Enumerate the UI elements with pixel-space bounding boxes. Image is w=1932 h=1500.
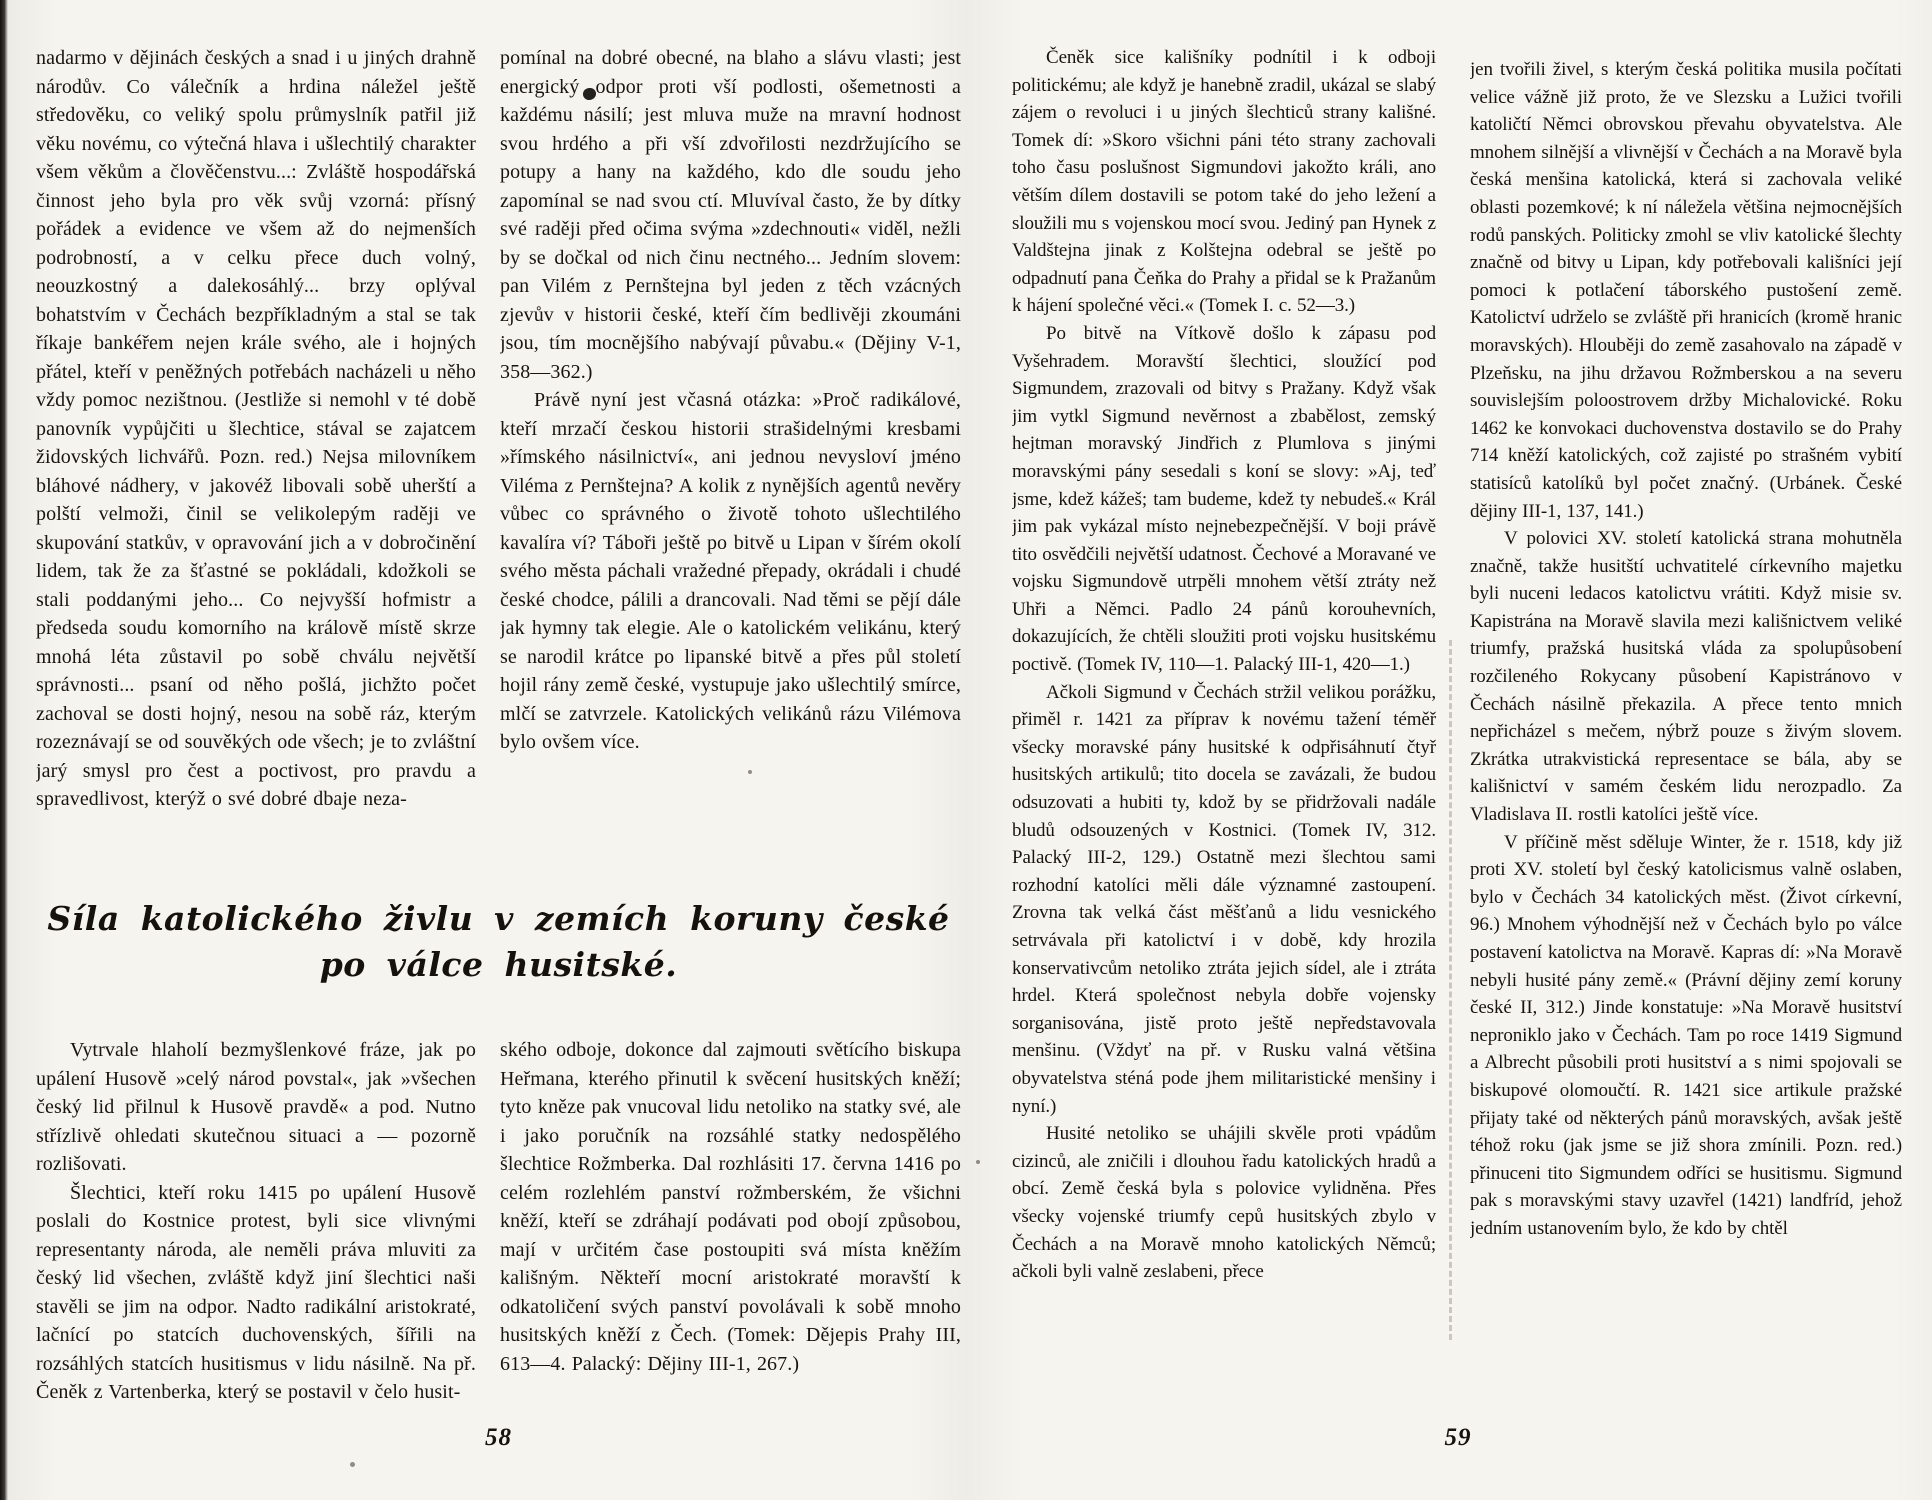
page-59 [1012, 0, 1904, 1500]
paragraph: V příčině měst sděluje Winter, že r. 1518, kdy již proti XV. století byl český katolicismus valně oslaben, bylo v Čechách 34 katolických měst. (Život církevní, 96.) Mnohem výhodnější než v Čechách bylo po válce postavení katolictva na Moravě. Kapras dí: »Na Moravě nebyli husité pány země.« (Právní dějiny zemí koruny české II, 312.) Jinde konstatuje: »Na Moravě husitství neproniklo jako v Čechách. Tam po roce 1419 Sigmund a Albrecht působili proti husitství a s nimi spojovali se biskupové olomoučtí. R. 1421 sice artikule pražské přijaty také od některých pánů moravských, avšak ještě téhož roku (jak jsme se již shora zmínili. Pozn. red.) přinuceni tito Sigmundem odříci se husitismu. Sigmund pak s moravskými stavy uzavřel (1421) landfríd, jehož jedním ustanovením bylo, že kdo by chtěl [1470, 831, 1902, 1239]
paragraph: Čeněk sice kališníky podnítil i k odboji politickému; ale když je hanebně zradil, ukázal se slabý zájem o revoluci i u jiných šlechticů strany kališné. Tomek dí: »Skoro všichni páni této strany zachovali toho času poslušnost Sigmundovi jakožto králi, ano větším dílem dostavili se potom také do jeho ležení a sloužili mu s vojenskou mocí svou. Jediný pan Hynek z Valdštejna jinak z Kolštejna odebral se ještě po odpadnutí pana Čeňka do Prahy a přidal se k Pražanům k hájení společné věci.« (Tomek I. c. 52—3.) [1012, 47, 1436, 317]
paragraph: ského odboje, dokonce dal zajmouti světícího biskupa Heřmana, kterého přinutil k svěcení husitských kněží; tyto kněze pak vnucoval lidu netoliko na statky své, ale i jako poručník na rozsáhlé statky nedospělého šlechtice Rožmberka. Dal rozhlásiti 17. června 1416 po celém rozlehlém panství rožmberském, že všichni kněží, kteří se zdráhají podávati pod obojí způsobou, mají v určitém čase postoupiti svá místa kněžím kališným. Někteří mocní aristokraté moravští k odkatoličení svých panství povolávali k sobě mnoho husitských kněží z Čech. (Tomek: Dějepis Prahy III, 613—4. Palacký: Dějiny III-1, 267.) [500, 1039, 961, 1375]
paragraph: Vytrvale hlaholí bezmyšlenkové fráze, jak po upálení Husově »celý národ povstal«, jak »všechen český lid přilnul k Husově pravdě« a pod. Nutno střízlivě ohledati skutečnou situaci a — pozorně rozlišovati. [36, 1039, 476, 1175]
page58-top-column-1 [36, 44, 476, 878]
page58-bottom-column-2 [500, 1036, 961, 1428]
page59-text-section [1012, 44, 1902, 1428]
page-58 [36, 0, 961, 1500]
paragraph: Ačkoli Sigmund v Čechách stržil velikou porážku, přiměl r. 1421 za příprav k novému tažení téměř všecky moravské pány husitské k odpřisáhnutí čtyř husitských artikulů; tito docela se zavázali, že budou odsuzovati a hubiti ty, kdož by se přidržovali nadále bludů odsouzených v Kostnici. (Tomek IV, 312. Palacký III-2, 129.) Ostatně mezi šlechtou sami rozhodní katolíci měli dále významné zastoupení. Zrovna tak velká část měšťanů a lidu vesnického setrvávala při katolictví i v době, kdy hrozila konservativcům netoliko ztráta jejich sídel, ale i ztráta hrdel. Která společnost nebyla dobře vojensky sorganisována, jistě proto ještě nepředstavovala menšinu. (Vždyť na př. v Rusku valná většina obyvatelstva sténá pode jhem militaristické menšiny i nyní.) [1012, 681, 1436, 1117]
paragraph: Husité netoliko se uhájili skvěle proti vpádům cizinců, ale zničili i dlouhou řadu katolických hradů a obcí. Země česká byla s polovice vylidněna. Přes všecky vojenské triumfy cepů husitských zbylo v Čechách a na Moravě mnoho katolických Němců; ačkoli byli valně zeslabeni, přece [1012, 1123, 1436, 1283]
paragraph: pomínal na dobré obecné, na blaho a slávu vlasti; jest energický odpor proti vší podlosti, ošemetnosti a každému násilí; jest mluva muže na mravní hodnost svou hrdého a při vší zdvořilosti nezdržujícího se potupy a hany na každého, kdo dle soudu jeho zapomínal se nad svou ctí. Mluvíval často, že by dítky své raději před očima svýma »zdechnouti« viděl, nežli by se dočkal od nich činu nectného... Jedním slovem: pan Vilém z Pernštejna byl jeden z těch vzácných zjevův v historii české, kteří čím bedlivěji zkoumáni jsou, tím mocnějšího nabývají půvabu.« (Dějiny V-1, 358—362.) [500, 47, 961, 383]
paragraph: nadarmo v dějinách českých a snad i u jiných drahně národův. Co válečník a hrdina náležel ještě středověku, co veliký spolu průmyslník patřil již věku novému, co výtečná hlava i ušlechtilý charakter všem věkům a člověčenstvu...: Zvláště hospodářská činnost jeho byla pro věk svůj vzorná: přísný pořádek a evidence ve všem až do nejmenších podrobností, a v celku přece duch volný, neouzkostný a dalekosáhlý... brzy oplýval bohatstvím v Čechách bezpříkladným a stal se tak říkaje bankéřem nejen krále svého, ale i hojných přátel, kteří v peněžných potřebách nacházeli u něho vždy pomoc nezištnou. (Jestliže si nemohl v té době panovník vypůjčiti u šlechtice, stával se zajatcem židovských lichvářů. Pozn. red.) Nejsa milovníkem bláhové nádhery, v jakovéž libovali sobě uherští a polští velmoži, činil se velikolepým raději ve skupování statkův, v opravování jich a v dobročinění lidem, tak že za šťastné se pokládali, kdožkoli se stali poddanými jeho... Co nejvyšší hofmistr a předseda soudu komorního na králově místě skrze mnohá léta zůstavil po sobě chválu největší správnosti... psaní od něho pošlá, jichžto počet zachoval se dosti hojný, nesou na sobě ráz, kterým rozeznávají se od souvěkých ode všech; je to zvláštní jarý smysl pro čest a poctivost, pro pravdu a spravedlivost, kterýž o své dobré dbaje neza- [36, 47, 476, 810]
section-heading-line-2: po válce husitské. [319, 945, 678, 984]
section-heading-line-1: Síla katolického živlu v zemích koruny české [47, 899, 950, 938]
page-number-58: 58 [485, 1424, 512, 1451]
page59-column-1 [1012, 44, 1436, 1416]
page58-bottom-section [36, 1036, 961, 1428]
scan-edge [0, 0, 8, 1500]
page59-column-2 [1470, 44, 1902, 1428]
paragraph: jen tvořili živel, s kterým česká politika musila počítati velice vážně již proto, že ve Slezsku a Lužici tvořili katoličtí Němci obrovskou převahu obyvatelstva. Ale mnohem silnější a vlivnější v Čechách a na Moravě byla česká menšina katolická, která si zachovala veliké oblasti pozemkové; k ní náležela většina nejmocnějších rodů panských. Politicky zmohl se vliv katolické šlechty značně od bitvy u Lipan, kdy potřebovali kališníci její pomoci k potlačení táborského pustošení země. Katolictví udrželo se zvláště při hranicích (kromě hranic moravských). Hlouběji do země zasahovalo na západě v Plzeňsku, na jihu državou Rožmberskou a na severu souvislejším poloostrovem držby Michalovické. Roku 1462 ke konvokaci duchovenstva dostavilo se do Prahy 714 kněží katolických, což zajisté po strašném vybití statisíců katolíků byl počet značný. (Urbánek. České dějiny III-1, 137, 141.) [1470, 59, 1902, 522]
paragraph: Právě nyní jest včasná otázka: »Proč radikálové, kteří mrzačí českou historii strašidelnými kresbami »římského násilnictví«, ani jednou nevysloví jméno Viléma z Pernštejna? A kolik z nynějších agentů nevěry vůbec co správného o životě tohoto ušlechtilého kavalíra ví? Táboři ještě po bitvě u Lipan v šírém okolí svého města páchali vražedné přepady, okrádali i chudé české chodce, pálili a drancovali. Nad těmi se pějí dále jak hymny tak elegie. Ale o katolickém velikánu, který se narodil krátce po lipanské bitvě a přes půl století hojil rány země české, vystupuje jako ušlechtilý smírce, mlčí se zatvrzele. Katolických velikánů rázu Vilémova bylo ovšem více. [500, 389, 961, 753]
page58-top-section [36, 44, 961, 878]
page-number-59: 59 [1444, 1424, 1472, 1451]
page58-top-column-2 [500, 44, 961, 878]
paragraph: Po bitvě na Vítkově došlo k zápasu pod Vyšehradem. Moravští šlechtici, sloužící pod Sigmundem, zrazovali od bitvy s Pražany. Když však jim vytkl Sigmund nevěrnost a zbabělost, zemský hejtman moravský Jindřich z Plumlova s jinými moravskými pány sesedali s koní se slovy: »Aj, teď jsme, kdež kážeš; tam budeme, kdež ty nebudeš.« Král jim pak vykázal místo nejnebezpečnější. V boji právě tito osvědčili největší udatnost. Čechové a Moravané ve vojsku Sigmundově utrpěli mnohem větší ztráty než Uhři a Němci. Padlo 24 pánů korouhevních, dokazujících, že chtěli sloužiti proti vojsku husitskému poctivě. (Tomek IV, 110—1. Palacký III-1, 420—1.) [1012, 322, 1436, 676]
page58-bottom-column-1 [36, 1036, 476, 1428]
paragraph: V polovici XV. století katolická strana mohutněla značně, takže husitští uchvatitelé církevního majetku byli nuceni ledacos katolictvu vrátiti. Když misie sv. Kapistrána na Moravě slavila mezi kališnictvem veliké triumfy, pražská husitská vláda za spolupůsobení rozčileného Rokycany působení Kapistránovo v Čechách násilně překazila. A přece tento mnich nepřicházel s mečem, nýbrž pouze s živým slovem. Zkrátka utrakvistická representace se bála, aby se kališnictví v samém českém lidu nerozpadlo. Za Vladislava II. rostli katolíci ještě více. [1470, 528, 1902, 826]
section-heading [36, 896, 961, 988]
scan-speck [976, 1160, 980, 1164]
paragraph: Šlechtici, kteří roku 1415 po upálení Husově poslali do Kostnice protest, byli sice vlivnými representanty národa, ale neměli práva mluviti za český lid všechen, zvláště když jiní šlechtici naši stavěli se jim na odpor. Nadto radikální aristokraté, lačnící po statcích duchovenských, šířili na rozsáhlých statcích husitismus v lidu násilně. Na př. Čeněk z Vartenberka, který se postavil v čelo husit- [36, 1181, 476, 1403]
